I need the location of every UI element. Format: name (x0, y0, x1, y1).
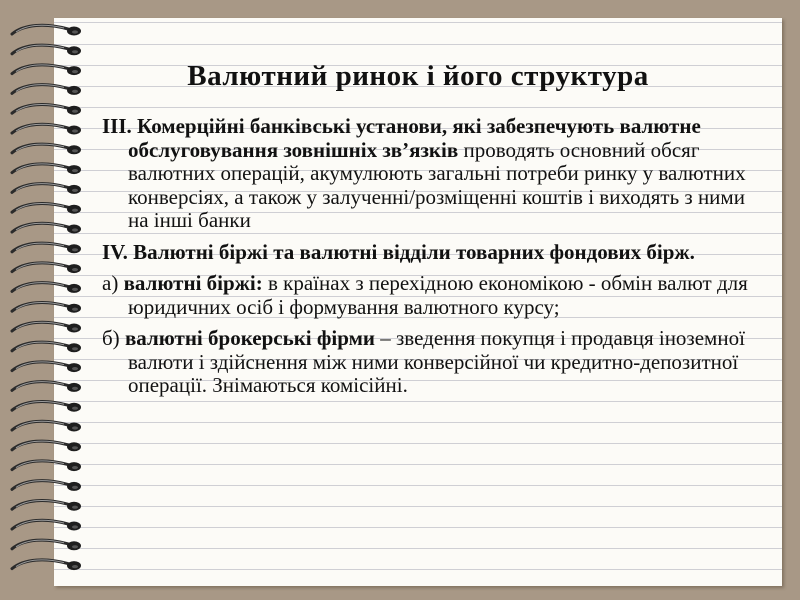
binding-ring-icon (12, 302, 81, 312)
spiral-binding-icon (6, 18, 86, 586)
paragraph-currency-exchanges-heading: IV. Валютні біржі та валютні відділи товарних фондових бірж. (102, 239, 695, 264)
binding-ring-icon (12, 441, 81, 451)
paragraph-commercial-banks-heading: III. Комерційні банківські установи, які забезпечують валютне обслуговування зовнішніх зв’язків (102, 114, 701, 162)
binding-ring-icon (12, 243, 81, 253)
paragraph-commercial-banks (102, 115, 762, 233)
binding-ring-icon (12, 104, 81, 114)
binding-ring-icon (12, 203, 81, 213)
item-a-heading: валютні біржі: (123, 271, 263, 295)
paragraph-brokers-item-b (102, 327, 762, 398)
binding-ring-icon (12, 25, 81, 35)
binding-ring-icon (12, 322, 81, 332)
slide-title: Валютний ринок і його структура (187, 60, 649, 92)
item-b-heading: валютні брокерські фірми (124, 326, 376, 350)
binding-ring-icon (12, 124, 81, 134)
item-a-text: в країнах з перехідною економікою - обмін валют для юридичних осіб і формування валютного курсу; (128, 271, 748, 319)
binding-ring-icon (12, 500, 81, 510)
binding-ring-icon (12, 223, 81, 233)
item-a-prefix: а) (102, 271, 124, 295)
binding-ring-icon (12, 263, 81, 273)
paragraph-currency-exchanges (102, 241, 762, 265)
binding-ring-icon (12, 184, 81, 194)
paragraph-commercial-banks-text: проводять основний обсяг валютних операцій, акумулюють загальні потреби ринку у валютних конверсіях, а також у залученні/розміщенні коштів і виходять з ними на інші банки (128, 137, 746, 232)
binding-ring-icon (12, 421, 81, 431)
binding-ring-icon (12, 283, 81, 293)
binding-ring-icon (12, 540, 81, 550)
binding-ring-icon (12, 560, 81, 570)
binding-ring-icon (12, 144, 81, 154)
binding-ring-icon (12, 481, 81, 491)
binding-ring-icon (12, 461, 81, 471)
item-b-text: – зведення покупця і продавця іноземної валюти і здійснення між ними конверсійної чи кредитно-депозитної операції. Знімаються комісійні. (128, 326, 745, 397)
binding-ring-icon (12, 382, 81, 392)
paragraph-exchanges-item-a (102, 272, 762, 319)
binding-ring-icon (12, 342, 81, 352)
binding-ring-icon (12, 362, 81, 372)
binding-ring-icon (12, 520, 81, 530)
item-b-prefix: б) (102, 326, 125, 350)
binding-ring-icon (12, 45, 81, 55)
binding-ring-icon (12, 401, 81, 411)
slide-content (102, 115, 762, 406)
binding-ring-icon (12, 164, 81, 174)
